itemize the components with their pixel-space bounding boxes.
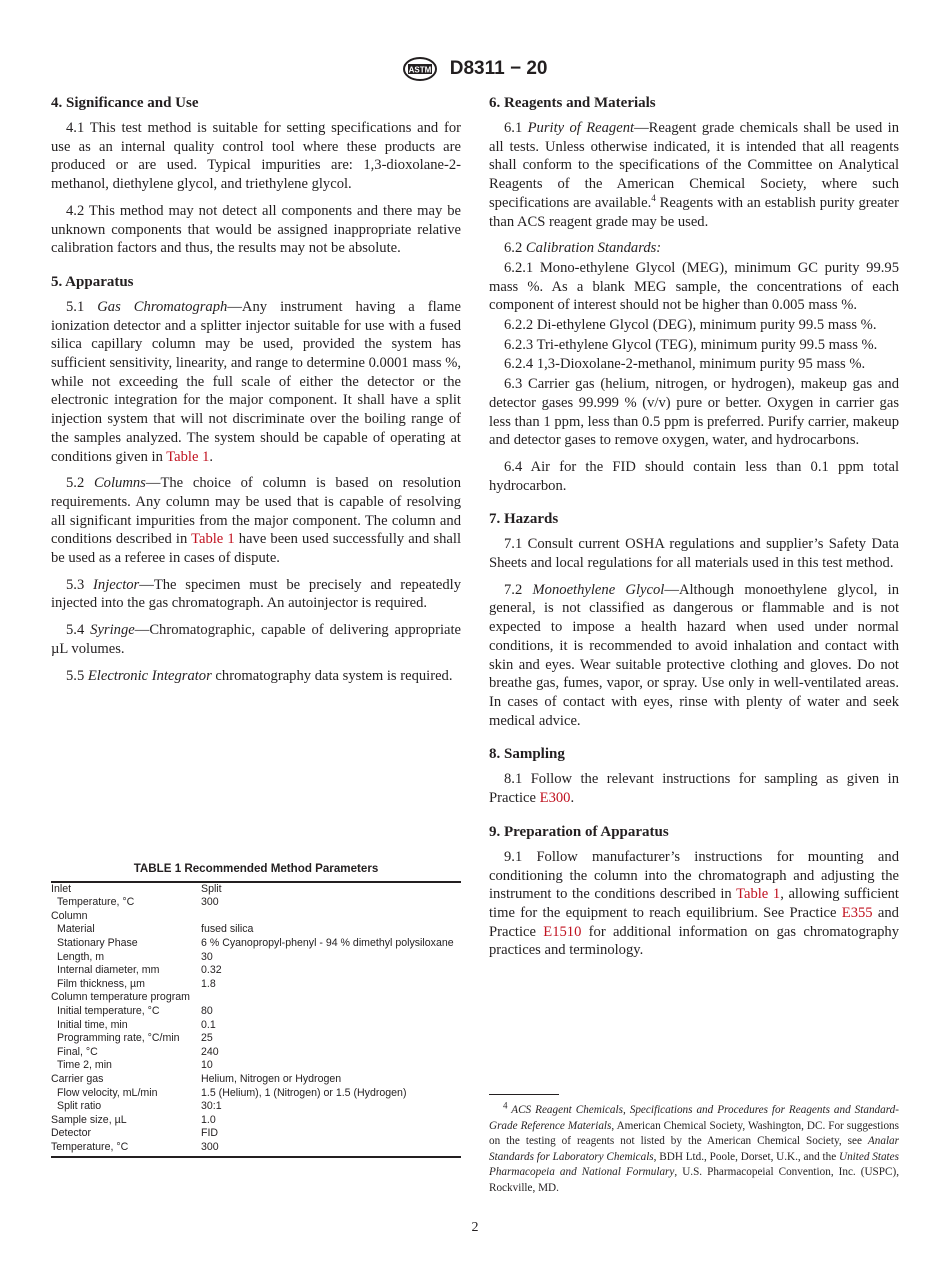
text-run: . [570,790,575,807]
table-body [51,883,461,1155]
text-run: 7.1 Consult current OSHA regulations and supplier’s Safety Data Sheets and local regulations for all materials used in this test method. [489,536,899,572]
cross-reference-link[interactable]: Table 1 [166,448,210,465]
parameter-name: Initial temperature, °C [57,1004,160,1017]
text-run: Syringe [90,622,135,639]
table-row [51,1005,461,1019]
parameter-value: 240 [201,1045,219,1058]
table-row [51,1127,461,1141]
parameter-value: fused silica [201,923,254,936]
text-run: Reagents with an establish purity greater than ACS reagent grade may be used. [489,194,899,230]
page-number: 2 [471,1220,479,1235]
text-run: —Any instrument having a flame ionization detector and a splitter injector suitable for use with a fused silica capillary column may be used, provided the system has sufficient sensitivity, linearity, and range to determine 0.0001 mass %, while not exceeding the full scale of either the detector or the electronic integration for the major component. It shall have a split injection system that will not discriminate over the boiling range of the samples analyzed. The system should be capable of operating at conditions given in [51,298,462,465]
parameter-name: Carrier gas [51,1072,104,1085]
parameter-name: Sample size, µL [51,1113,127,1126]
section [51,93,461,258]
parameter-value: 10 [201,1059,213,1072]
table-row [51,1019,461,1033]
parameter-value: 300 [201,1140,219,1153]
paragraph [489,239,899,258]
text-run: have been used successfully and shall be used as a referee in cases of dispute. [51,531,461,567]
cross-reference-link[interactable]: E300 [539,790,571,807]
parameter-value [201,910,461,924]
parameter-name: Material [57,923,95,936]
parameter-value: 1.0 [201,1113,216,1126]
paragraph [51,202,461,258]
left-column [51,93,461,699]
text-run: and Practice [489,904,899,940]
table-row [51,1087,461,1101]
text-run: 6.2.2 Di-ethylene Glycol (DEG), minimum purity 99.5 mass %. [504,317,877,334]
parameter-value: 300 [201,896,219,909]
section-heading: 4. Significance and Use [51,95,199,111]
paragraph [51,474,461,568]
table-bottom-rule [51,1156,461,1158]
text-run: —Reagent grade chemicals shall be used in all tests. Unless otherwise indicated, it is intended that all reagents shall conform to the specifications of the Committee on Analytical Reagents of the American Chemical Society, where such specifications are available. [489,120,899,211]
parameter-name: Flow velocity, mL/min [57,1086,158,1099]
paragraph [489,848,899,960]
parameter-name: Length, m [57,950,105,963]
page-header [0,56,950,82]
text-run: —The specimen must be precisely and repeatedly injected into the gas chromatograph. An autoinjector is required. [51,576,461,612]
parameter-name: Internal diameter, mm [57,964,160,977]
paragraph [489,119,899,231]
right-column [489,93,899,974]
text-run: 5.3 [66,576,94,593]
text-run: —Although monoethylene glycol, in general, is not classified as dangerous or flammable and is not expected to impose a health hazard when used under normal conditions, it is recommended to avoid inhalation and contact with skin and eyes. Wear suitable protective clothing and gloves. Do not breathe gas, fumes, vapor, or spray. Use only in well-ventilated areas. In cases of contact with eyes, rinse with plenty of water and seek medical advice. [489,581,900,729]
parameter-name: Inlet [51,882,72,895]
footnote-marker: 4 [503,1100,508,1111]
text-run: Analar Standards for Laboratory Chemicals [489,1135,899,1163]
section-heading: 7. Hazards [489,511,559,528]
section [51,272,461,685]
paragraph [489,770,899,807]
table-row [51,991,461,1005]
text-run: 6.1 [504,120,528,136]
text-run: 4.1 This test method is suitable for setting specifications and for use as an internal quality control tool where these products are produced or are used. Typical impurities are: 1,3-dioxolane-2-methanol, diethylene glycol, and triethylene glycol. [51,120,461,193]
text-run: 5.5 [66,667,88,684]
paragraph [51,621,461,658]
text-run: Gas Chromatograph [97,298,228,315]
parameter-value: Split [201,882,222,895]
table-caption: TABLE 1 Recommended Method Parameters [133,862,379,875]
parameter-name: Temperature, °C [57,896,135,909]
cross-reference-link[interactable]: E355 [841,904,873,921]
paragraph [489,336,899,355]
parameter-value: FID [201,1127,219,1140]
footnote-4 [489,1100,899,1197]
table-row [51,923,461,937]
text-run: 6.2.3 Tri-ethylene Glycol (TEG), minimum purity 99.5 mass %. [504,336,878,353]
text-run: , BDH Ltd., Poole, Dorset, U.K., and the [653,1150,839,1163]
text-run: —Chromatographic, capable of delivering appropriate µL volumes. [51,622,462,657]
section [489,744,899,807]
paragraph [489,458,899,495]
text-run: 6.2.4 1,3-Dioxolane-2-methanol, minimum purity 95 mass %. [504,356,866,373]
parameter-name: Film thickness, µm [57,977,145,990]
text-run: ACS Reagent Chemicals, Specifications and Procedures for Reagents and Standard-Grade Reference Materials [489,1104,899,1132]
text-run: , allowing sufficient time for the equipment to reach equilibrium. See Practice [489,886,899,921]
parameter-value: 30 [201,950,213,963]
parameter-value: 30:1 [201,1100,222,1113]
text-run: 6.4 Air for the FID should contain less than 0.1 ppm total hydrocarbon. [489,458,899,494]
table-row [51,978,461,992]
parameter-value: 80 [201,1004,213,1017]
text-run: . [209,448,214,465]
text-run: , American Chemical Society, Washington, DC. For suggestions on the testing of reagents not listed by the American Chemical Society, see [489,1119,899,1148]
text-run: Columns [93,475,146,492]
text-run: 7.2 [504,581,533,598]
cross-reference-link[interactable]: E1510 [543,923,582,940]
parameter-value: 25 [201,1032,213,1045]
text-run: 5.2 [66,475,94,492]
text-run: 8.1 Follow the relevant instructions for sampling as given in Practice [489,771,899,807]
text-run: —The choice of column is based on resolution requirements. Any column may be used that is capable of resolving all significant impurities from the major component. The column and conditions described in [51,475,461,548]
section-heading: 5. Apparatus [51,273,134,290]
parameter-name: Split ratio [57,1100,102,1113]
section-heading: 9. Preparation of Apparatus [489,823,669,840]
section [489,93,899,495]
table-row [51,1046,461,1060]
text-run: 6.3 Carrier gas (helium, nitrogen, or hydrogen), makeup gas and detector gases 99.999 % (v/v) pure or better. Oxygen in carrier gas less than 1 ppm, less than 0.5 ppm is preferred. Purify carrier, makeup and detector gases to remove oxygen, water, and hydrocarbons. [489,376,899,449]
text-run: Monoethylene Glycol [532,581,665,598]
paragraph [51,576,461,613]
text-run: , U.S. Pharmacopeial Convention, Inc. (USPC), Rockville, MD. [489,1166,899,1194]
parameter-value: 6 % Cyanopropyl-phenyl - 94 % dimethyl polysiloxane [201,936,454,949]
document-designation: D8311 − 20 [449,58,548,79]
cross-reference-link[interactable]: Table 1 [191,531,235,548]
text-run: Calibration Standards: [525,240,662,257]
parameter-name: Stationary Phase [57,936,138,949]
text-run: Injector [93,576,140,593]
table-row [51,1073,461,1087]
astm-logo-icon [402,56,438,82]
parameter-name: Temperature, °C [51,1140,129,1153]
svg-text:ASTM: ASTM [409,65,432,75]
text-run: for additional information on gas chromatography practices and terminology. [489,923,899,959]
parameter-name: Programming rate, °C/min [57,1032,180,1045]
text-run: 5.1 [66,298,98,315]
table-row [51,1114,461,1128]
paragraph [51,667,461,686]
section-heading: 6. Reagents and Materials [489,95,656,111]
parameter-value: 1.5 (Helium), 1 (Nitrogen) or 1.5 (Hydrogen) [201,1086,407,1099]
text-run: 4.2 This method may not detect all components and there may be unknown components that would be assigned inappropriate relative calibration factors and thus, the results may not be absolute. [51,202,461,257]
table-row [51,951,461,965]
text-run: 5.4 [66,622,91,639]
text-run: Purity of Reagent [527,120,635,136]
paragraph [489,259,899,315]
parameter-value: 0.32 [201,964,222,977]
parameter-name: Time 2, min [57,1059,112,1072]
parameter-name: Column [51,909,88,922]
table-row [51,883,461,897]
text-run: Electronic Integrator [87,667,212,684]
table-row [51,910,461,924]
table-row [51,1141,461,1155]
table-row [51,1032,461,1046]
parameter-name: Final, °C [57,1045,98,1058]
section-heading: 8. Sampling [489,746,565,763]
section [489,509,899,730]
table-row [51,937,461,951]
parameter-value: Helium, Nitrogen or Hydrogen [201,1072,342,1085]
parameter-value: 1.8 [201,977,216,990]
paragraph [489,355,899,374]
table-row [51,964,461,978]
parameter-name: Initial time, min [57,1018,128,1031]
parameter-name: Detector [51,1127,92,1140]
parameter-name: Column temperature program [51,991,190,1004]
table-row [51,896,461,910]
section [489,822,899,960]
paragraph [489,316,899,335]
text-run: chromatography data system is required. [211,667,453,684]
parameter-value: 0.1 [201,1018,216,1031]
cross-reference-link[interactable]: Table 1 [736,886,781,903]
paragraph [489,535,899,572]
paragraph [51,119,461,194]
table-1 [51,862,461,1158]
table-row [51,1059,461,1073]
paragraph [489,581,899,731]
paragraph [51,298,461,466]
footnote-divider [489,1094,559,1095]
table-row [51,1100,461,1114]
text-run: United States Pharmacopeia and National Formulary [489,1150,899,1179]
paragraph [489,375,899,450]
text-run: 6.2.1 Mono-ethylene Glycol (MEG), minimum GC purity 99.95 mass %. As a blank MEG sample, the concentrations of each component of interest should not be higher than 0.005 mass %. [489,259,899,314]
footnote-marker: 4 [651,192,656,203]
text-run: 9.1 Follow manufacturer’s instructions for mounting and conditioning the column into the chromatograph and adjusting the instrument to the conditions described in [489,848,899,903]
parameter-value [201,991,461,1005]
text-run: 6.2 [504,240,526,257]
